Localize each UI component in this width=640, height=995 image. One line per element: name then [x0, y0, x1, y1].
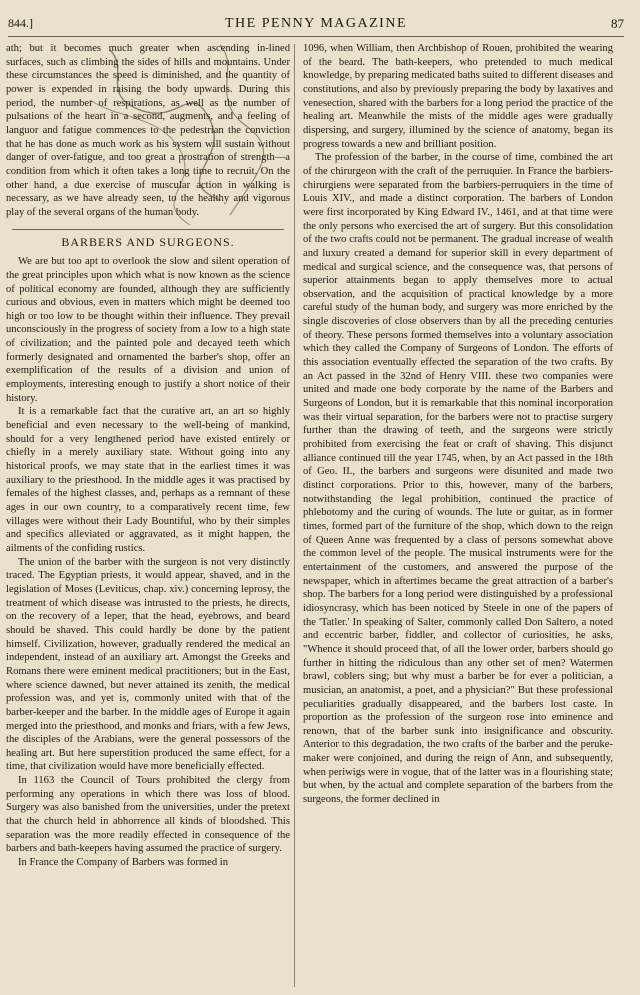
- column-divider: [294, 44, 295, 987]
- page-header: [8, 10, 624, 37]
- header-date: 844.]: [8, 16, 33, 30]
- body-paragraph: We are but too apt to overlook the slow and silent operation of the great principles upon which what is now known as the science of political economy are founded, although they are sufficiently curious and obvious, even in matters which might be deemed too high or too low to be thought within their influence. They prevail unconsciously in the progress of society from a low to a high state of civilization; and the painted pole and decayed teeth which formerly designated and ornamented the barber's shop, offer an exemplification of the results of a division and union of employments, interesting enough to justify a short notice of their history.: [6, 256, 290, 404]
- section-title: BARBERS AND SURGEONS.: [61, 234, 235, 249]
- page-number: 87: [611, 16, 624, 31]
- body-paragraph: The union of the barber with the surgeon is not very distinctly traced. The Egyptian priests, it would appear, shaved, and in the legislation of Moses (Leviticus, chap. xiv.) concerning leprosy, the treatment of which disease was intrusted to the priests, he directs, on the recovery of a leper, that the head, eyebrows, and beard should be shaved. This could hardly be done by the patient himself. Civilization, however, gradually rendered the medical an independent, instead of an auxiliary art. Amongst the Greeks and Romans there were eminent medical practitioners; but in the East, where science dawned, but never attained its zenith, the medical profession was, and yet is, commonly united with that of the barber-keeper and the barber. In the middle ages of Europe it again merged into the priesthood, and monks and friars, with a few Jews, the disciples of the Arabians, were the general possessors of the healing art. But here superstition produced the same effect, for a time, that civilization would have more beneficially effected.: [6, 556, 291, 773]
- section-rule: [12, 229, 284, 230]
- body-paragraph: 1096, when William, then Archbishop of Rouen, prohibited the wearing of the beard. The bath-keepers, who pretended to much medical knowledge, by preparing medicated baths suited to different diseases and constitutions, and also by previously preparing the body by laxatives and venesection, shared with the barbers for a long period the practice of the healing art. Meanwhile the mists of the middle ages were gradually dispersing, and surgery, illumined by the science of anatomy, began its progress towards a new and brilliant position.: [303, 43, 613, 150]
- left-column: [6, 42, 290, 870]
- body-paragraph: It is a remarkable fact that the curative art, an art so highly beneficial and even necessary to the well-being of mankind, should for a very lengthened period have existed entirely or chiefly in a merely auxiliary state. Without going into any historical proofs, we may state that in the earliest times it was auxiliary to the priesthood. In the middle ages it was practised by females of the highest classes, and, perhaps as a remnant of these ages in our own country, to a comparatively recent time, few villages were without their Lady Bountiful, who by their simples and specifics alleviated or aggravated, as it might happen, the ailments of the confiding rustics.: [6, 406, 290, 554]
- magazine-title: THE PENNY MAGAZINE: [224, 16, 408, 31]
- intro-paragraph: ath; but it becomes much greater when ascending in-lined surfaces, such as climbing the sides of hills and mountains. Under these circumstances the speed is diminished, and the quantity of power is expended in raising the body upwards. During this period, the number of respirations, as well as the number of pulsations of the heart in a second, augments, and a feeling of languor and fatigue commences to the pedestrian the conviction that he has done as much work as his system will sustain without danger of over-fatigue, and too great a prostration of strength—a condition from which it often takes a long time to recruit. On the other hand, a due exercise of muscular action in walking is necessary, as we have already seen, to the healthy and vigorous play of the several organs of the human body.: [6, 43, 290, 218]
- right-column: [303, 42, 613, 807]
- body-paragraph: In France the Company of Barbers was formed in: [18, 857, 229, 869]
- body-paragraph: The profession of the barber, in the course of time, combined the art of the chirurgeon with the craft of the perruquier. In France the barbiers-chirurgiens were separated from the barbiers-perruquiers in the time of Louis XIV., and made a distinct corporation. The barbers of London were first incorporated by King Edward IV., 1461, and at that time were the only persons who exercised the art of surgery. But this consolidation of the two crafts could not be permanent. The gradual increase of wealth and luxury created a demand for superior skill in every department of medical and surgical science, and the consequence was, that persons of superior attainments began to apply themselves more to actual observation, and the acquisition of practical knowledge by a more careful study of the human body, and surgery was more enriched by the single discoveries of close observers than by all the preceding centuries of theory. These persons formed themselves into a voluntary association which they called the Company of Surgeons of London. The efforts of this association eventually effected the separation of the two crafts. By an Act passed in the 32nd of Henry VIII. these two companies were united and made one body corporate by the name of the Barbers and Surgeons of London, but it is remarkable that this nominal incorporation was their virtual separation, for the barbers were not to practise surgery further than the drawing of teeth, and the surgeons were strictly prohibited from exercising the feat or craft of shaving. This disjunct alliance continued till the year 1745, when, by an Act passed in the 18th of Geo. II., the barbers and surgeons were disunited and made two distinct corporations. Prior to this, however, many of the barbers, notwithstanding the legal prohibition, continued the practice of phlebotomy and the curing of wounds. The lute or guitar, as in former times, formed part of the furniture of the shop, which down to the reign of Queen Anne was frequented by a class of persons somewhat above the common level of the people. The musical instruments were for the entertainment of the customers, and answered the purpose of the newspaper, which in aftertimes became the great attraction of a barber's shop. The barbers for a long period were distinguished by a professional idiosyncrasy, which has been noticed by Steele in one of the papers of the 'Tatler.' In speaking of Salter, commonly called Don Saltero, a noted and eccentric barber, fiddler, and collector of curiosities, he asks, "Whence it should proceed that, of all the lower order, barbers should go further in hitting the ridiculous than any other set of men? Watermen brawl, coblers sing; but why must a barber be for ever a politician, a musician, an anatomist, a poet, and a physician?" But these professional peculiarities gradually disappeared, and the barbers lost caste. In proportion as the profession of the surgeon rose into eminence and renown, that of the barber sunk into insignificance and obscurity. Anterior to this degradation, the two crafts of the barber and the peruke-maker were conjoined, and during the reign of Ann, and subsequently, when periwigs were in vogue, that of the latter was in a flourishing state; but when, by the actual and complete separation of the barbers from the surgeons, the former declined in: [303, 152, 613, 806]
- body-paragraph: In 1163 the Council of Tours prohibited the clergy from performing any operations in which there was loss of blood. Surgery was also banished from the universities, under the pretext that the church held in abhorrence all kinds of bloodshed. This separation was the more readily effected in consequence of the barbers and bath-keepers having assumed the practice of surgery.: [6, 775, 290, 855]
